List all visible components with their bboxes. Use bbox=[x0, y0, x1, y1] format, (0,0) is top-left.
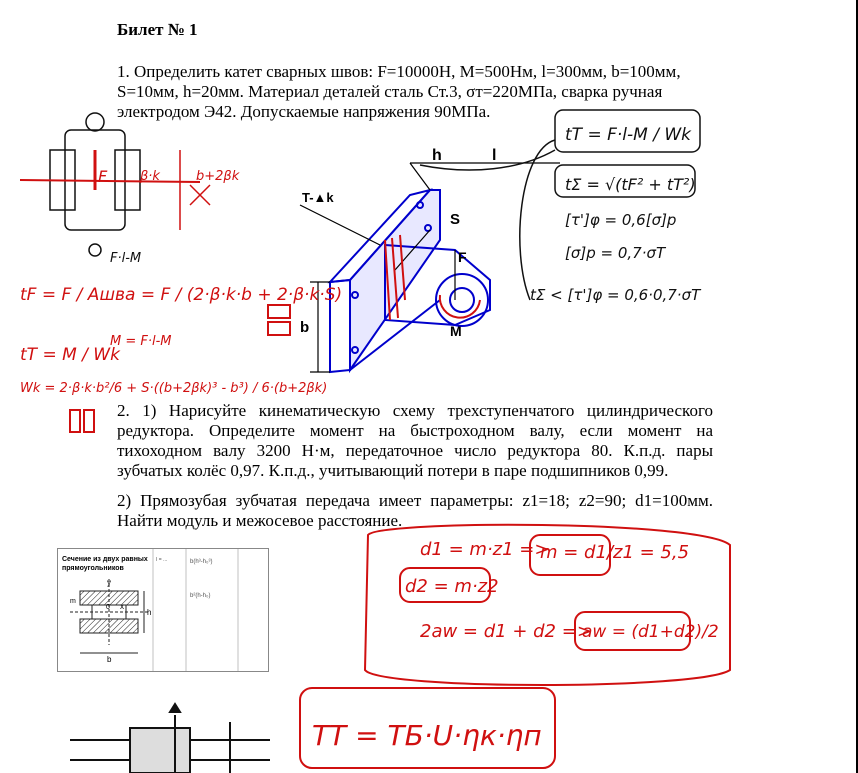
formula-tau-f: tF = F / Aшва = F / (2·β·k·b + 2·β·k·S) bbox=[20, 285, 343, 305]
ref-label-x: x bbox=[120, 602, 124, 611]
fig-label-l: l bbox=[492, 147, 497, 164]
ref-label-o: 0 bbox=[106, 604, 110, 611]
ref-label-y: y bbox=[107, 578, 111, 587]
formula-wk: Wk = 2·β·k·b²/6 + S·((b+2βk)³ - b³) / 6·(b+2βk) bbox=[20, 381, 328, 396]
reference-table-caption: Сечение из двух равных прямоугольников bbox=[62, 556, 148, 572]
formula-tau-t-left: tT = M / Wk bbox=[20, 345, 120, 365]
formula-allow1: [τ']φ = 0,6[σ]p bbox=[565, 211, 677, 229]
formula-aw: 2aw = d1 + d2 => bbox=[420, 621, 592, 642]
fig-label-m: M bbox=[450, 323, 462, 339]
ref-label-m: m bbox=[70, 598, 76, 605]
fig-label-weld: T-▲k bbox=[302, 190, 334, 205]
kinematic-scheme-fragment bbox=[70, 704, 270, 773]
formula-d1: d1 = m·z1 => bbox=[420, 539, 550, 560]
formula-tau-t-top: tT = F·l-M / Wk bbox=[565, 125, 691, 145]
task2-part2-text: 2) Прямозубая зубчатая передача имеет параметры: z1=18; z2=90; d1=100мм. Найти модуль и межосевое расстояние. bbox=[117, 491, 713, 530]
fig-label-b: b bbox=[300, 319, 310, 336]
formula-m-eq: M = F·l-M bbox=[110, 334, 172, 349]
sketch-b2bk: b+2βk bbox=[196, 169, 240, 184]
weld-sketch bbox=[20, 113, 210, 256]
task1-line-1: 1. Определить катет сварных швов: F=10000H, M=500Нм, l=300мм, b=100мм, bbox=[117, 62, 681, 81]
fig-label-f: F bbox=[458, 249, 467, 265]
svg-text:b²(h-h₀): b²(h-h₀) bbox=[190, 593, 211, 599]
ref-label-h: h bbox=[147, 608, 152, 617]
fig-label-h: h bbox=[432, 147, 442, 164]
formula-m: m = d1/z1 = 5,5 bbox=[540, 542, 690, 563]
task2-part1-text: 2. 1) Нарисуйте кинематическую схему трехступенчатого цилиндрического редуктора. Определите момент на быстроходном валу, если момент на тихоходном валу 3200 Н·м, передаточное число редуктора 80. К.п.д. пары зубчатых колёс 0,97. К.п.д., учитывающий потери в паре подшипников 0,99. bbox=[117, 401, 713, 480]
formula-check: tΣ < [τ']φ = 0,6·0,7·σT bbox=[530, 286, 701, 304]
sketch-bk: β·k bbox=[140, 169, 160, 184]
sketch-bottom: F·l-M bbox=[110, 251, 142, 266]
ref-label-b: b bbox=[107, 655, 112, 664]
formula-d2: d2 = m·z2 bbox=[405, 576, 499, 597]
fig-label-s: S bbox=[450, 211, 461, 228]
formula-tau-sum: tΣ = √(tF² + tT²) bbox=[565, 175, 696, 194]
ticket-title: Билет № 1 bbox=[117, 20, 198, 39]
formula-allow2: [σ]p = 0,7·σT bbox=[565, 244, 666, 262]
task1-line-3: электродом Э42. Допускаемые напряжения 90МПа. bbox=[117, 102, 491, 121]
weld-bracket-figure bbox=[330, 190, 490, 372]
formula-tt: TT = TБ·U·ηк·ηп bbox=[312, 719, 542, 752]
svg-text:I = ...: I = ... bbox=[156, 557, 168, 563]
task1-line-2: S=10мм, h=20мм. Материал деталей сталь Ст.3, σт=220МПа, сварка ручная bbox=[117, 82, 663, 101]
svg-text:b(h³-h₀³): b(h³-h₀³) bbox=[190, 559, 213, 565]
formula-aw2: aw = (d1+d2)/2 bbox=[582, 622, 719, 642]
sketch-f: F bbox=[98, 167, 108, 186]
